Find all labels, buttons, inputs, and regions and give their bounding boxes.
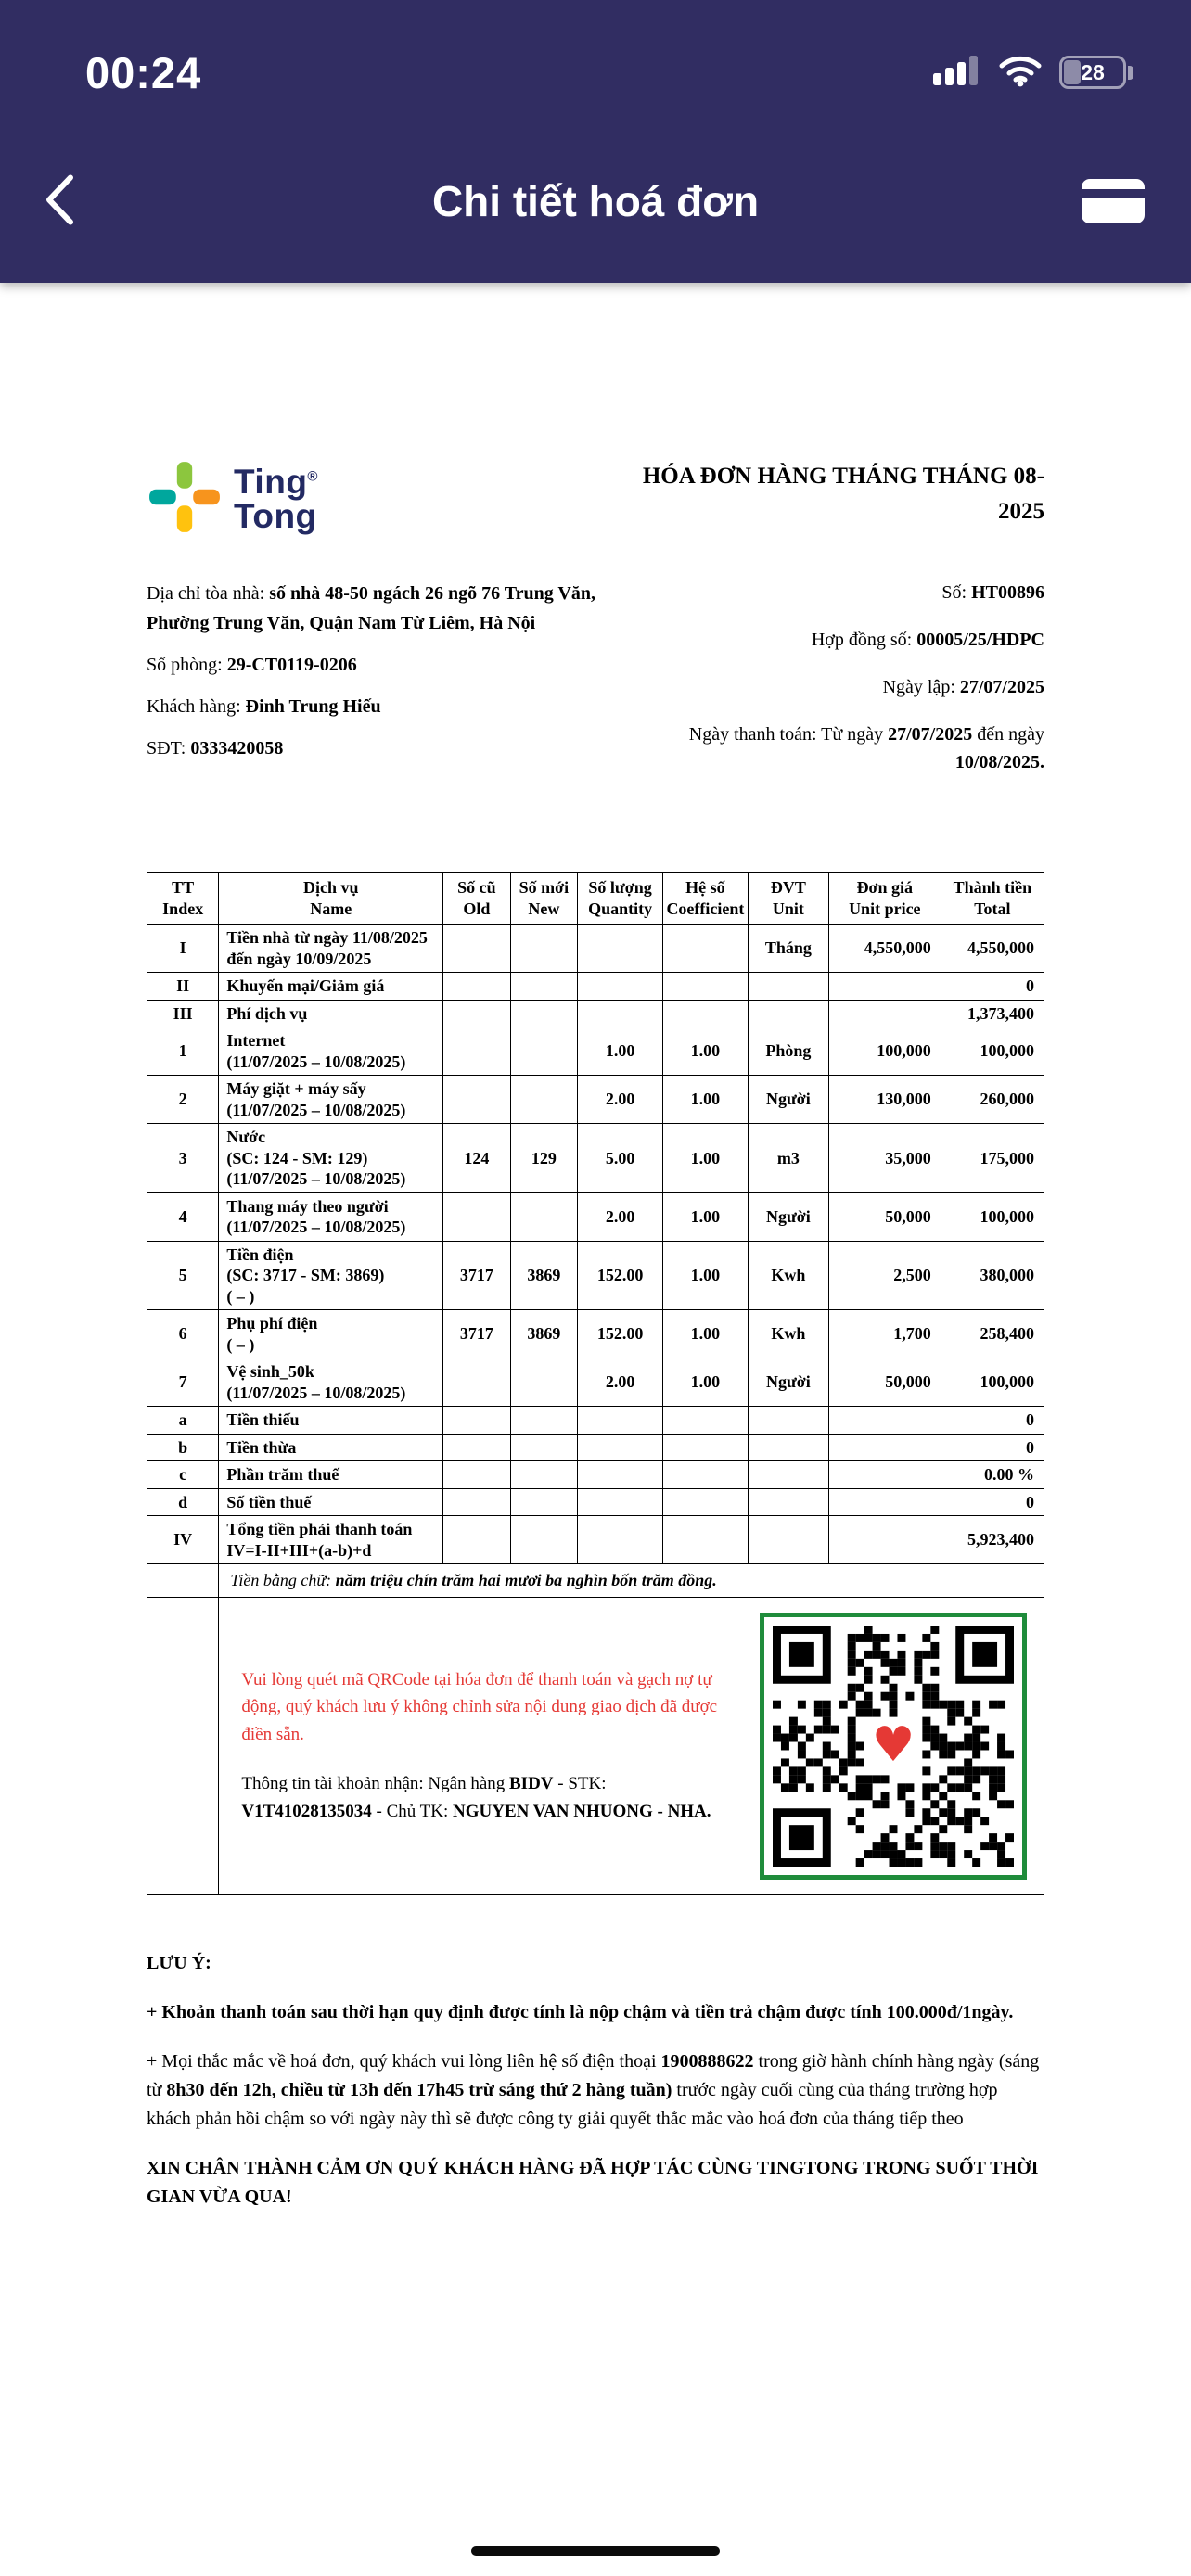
cell-qty	[578, 973, 663, 1001]
cell-qty	[578, 1000, 663, 1027]
cell-price: 100,000	[828, 1027, 941, 1076]
cell-new	[510, 925, 578, 973]
cell-name: Vệ sinh_50k (11/07/2025 – 10/08/2025)	[219, 1358, 443, 1407]
brand-line2: Tong	[234, 496, 317, 535]
text-segment: đến ngày	[972, 724, 1044, 745]
table-row	[147, 1516, 1044, 1564]
cell-price	[828, 973, 941, 1001]
cell-old	[443, 1076, 511, 1124]
text-segment: + Mọi thắc mắc về hoá đơn, quý khách vui lòng liên hệ số điện thoại	[147, 2050, 661, 2072]
battery-fill	[1064, 60, 1081, 84]
cell-unit: Kwh	[748, 1310, 828, 1358]
notes-title: LƯU Ý:	[147, 1952, 211, 1973]
cell-empty	[147, 1597, 219, 1894]
cell-index: a	[147, 1407, 219, 1435]
cell-new	[510, 1358, 578, 1407]
table-row	[147, 1407, 1044, 1435]
cell-old	[443, 1461, 511, 1489]
cell-total: 0	[941, 1407, 1044, 1435]
invoice-card-button[interactable]	[1076, 173, 1150, 229]
text-segment: Hợp đồng số:	[811, 630, 917, 650]
cell-new	[510, 1407, 578, 1435]
cell-new	[510, 1192, 578, 1241]
cell-coef	[663, 1407, 749, 1435]
cell-price	[828, 1516, 941, 1564]
cell-index: 4	[147, 1192, 219, 1241]
cell-qty: 1.00	[578, 1027, 663, 1076]
battery-percent: 28	[1081, 59, 1105, 84]
invoice-info-right	[636, 579, 1044, 796]
text-segment: Thông tin tài khoản nhận: Ngân hàng	[241, 1774, 509, 1794]
cell-price: 2,500	[828, 1241, 941, 1310]
text-segment: Địa chỉ tòa nhà:	[147, 583, 270, 604]
cell-name: Máy giặt + máy sấy (11/07/2025 – 10/08/2025)	[219, 1076, 443, 1124]
cell-coef: 1.00	[663, 1027, 749, 1076]
cell-total: 0	[941, 1488, 1044, 1516]
cell-qty: 152.00	[578, 1241, 663, 1310]
cell-coef: 1.00	[663, 1310, 749, 1358]
text-segment: Số:	[941, 582, 972, 603]
cell-total: 100,000	[941, 1027, 1044, 1076]
cell-unit: Người	[748, 1076, 828, 1124]
text-segment: XIN CHÂN THÀNH CẢM ƠN QUÝ KHÁCH HÀNG ĐÃ HỢP TÁC CÙNG TINGTONG TRONG SUỐT THỜI GIAN VỪA QUA!	[147, 2157, 1039, 2207]
registered-mark: ®	[307, 468, 318, 485]
cell-name: Internet (11/07/2025 – 10/08/2025)	[219, 1027, 443, 1076]
cell-new: 129	[510, 1124, 578, 1193]
cell-coef	[663, 1434, 749, 1461]
cell-price: 1,700	[828, 1310, 941, 1358]
cell-coef: 1.00	[663, 1192, 749, 1241]
cell-price: 130,000	[828, 1076, 941, 1124]
cell-price	[828, 1000, 941, 1027]
brand-line1: Ting	[234, 463, 308, 502]
cell-unit	[748, 1488, 828, 1516]
bank-account-info	[241, 1770, 736, 1825]
text-segment: số nhà 48-50 ngách 26 ngõ 76 Trung Văn, Phường Trung Văn, Quận Nam Từ Liêm, Hà Nội	[147, 583, 596, 633]
cell-old	[443, 1027, 511, 1076]
cell-new	[510, 973, 578, 1001]
cell-qty: 2.00	[578, 1076, 663, 1124]
cell-old: 3717	[443, 1241, 511, 1310]
column-header: Số mới New	[510, 873, 578, 925]
brand-name	[234, 465, 318, 533]
column-header: Đơn giá Unit price	[828, 873, 941, 925]
text-segment: Ngày lập:	[882, 677, 960, 697]
cell-unit	[748, 1434, 828, 1461]
cell-old	[443, 1192, 511, 1241]
status-icons	[933, 54, 1133, 92]
cell-coef: 1.00	[663, 1076, 749, 1124]
cell-old	[443, 1358, 511, 1407]
table-row	[147, 1358, 1044, 1407]
cell-unit: m3	[748, 1124, 828, 1193]
table-row	[147, 1000, 1044, 1027]
back-button[interactable]	[35, 165, 83, 236]
cell-unit: Phòng	[748, 1027, 828, 1076]
status-time: 00:24	[85, 47, 202, 97]
text-segment: BIDV	[509, 1774, 554, 1794]
cell-total: 0	[941, 973, 1044, 1001]
tingtong-logo-icon	[147, 459, 223, 540]
cell-name: Tiền thừa	[219, 1434, 443, 1461]
cell-old	[443, 1407, 511, 1435]
cell-unit: Tháng	[748, 925, 828, 973]
cell-index: 5	[147, 1241, 219, 1310]
table-row	[147, 1076, 1044, 1124]
cell-empty	[147, 1564, 219, 1598]
battery-nub	[1128, 66, 1133, 80]
cell-price: 50,000	[828, 1192, 941, 1241]
cell-name: Phí dịch vụ	[219, 1000, 443, 1027]
cell-coef	[663, 925, 749, 973]
cell-total: 4,550,000	[941, 925, 1044, 973]
cell-unit	[748, 1516, 828, 1564]
text-segment: - Chủ TK:	[371, 1801, 454, 1821]
cell-price: 4,550,000	[828, 925, 941, 973]
cell-new: 3869	[510, 1241, 578, 1310]
table-row	[147, 925, 1044, 973]
cell-new	[510, 1461, 578, 1489]
table-row	[147, 1027, 1044, 1076]
cell-price	[828, 1434, 941, 1461]
note-thanks	[147, 2154, 1044, 2212]
cell-old	[443, 925, 511, 973]
invoice-table-body	[147, 925, 1044, 1564]
table-row	[147, 1241, 1044, 1310]
page-title: Chi tiết hoá đơn	[431, 176, 760, 225]
amount-in-words-cell	[219, 1564, 1044, 1598]
amount-in-words-value: năm triệu chín trăm hai mươi ba nghìn bốn trăm đồng.	[335, 1571, 717, 1589]
amount-in-words-row	[147, 1564, 1044, 1598]
cell-name: Phụ phí điện ( – )	[219, 1310, 443, 1358]
cell-name: Tiền thiếu	[219, 1407, 443, 1435]
invoice-info	[147, 579, 1044, 796]
column-header: Dịch vụ Name	[219, 873, 443, 925]
building-address	[147, 579, 636, 638]
cell-name: Nước (SC: 124 - SM: 129) (11/07/2025 – 10/08/2025)	[219, 1124, 443, 1193]
cell-new: 3869	[510, 1310, 578, 1358]
wifi-icon	[998, 54, 1043, 92]
text-segment: Đinh Trung Hiếu	[245, 696, 381, 717]
cell-name: Thang máy theo người (11/07/2025 – 10/08/2025)	[219, 1192, 443, 1241]
column-header: Số lượng Quantity	[578, 873, 663, 925]
battery-icon	[1059, 56, 1133, 89]
cell-name: Tiền điện (SC: 3717 - SM: 3869) ( – )	[219, 1241, 443, 1310]
cell-old: 124	[443, 1124, 511, 1193]
chevron-left-icon	[43, 215, 76, 229]
tingtong-logo	[147, 459, 318, 540]
qr-center-heart-icon: ♥	[864, 1717, 922, 1775]
cell-new	[510, 1434, 578, 1461]
cell-qty	[578, 1516, 663, 1564]
column-header: Thành tiền Total	[941, 873, 1044, 925]
text-segment: 29-CT0119-0206	[226, 655, 357, 675]
payment-cell	[219, 1597, 1044, 1894]
text-segment: 00005/25/HDPC	[916, 630, 1044, 650]
cell-coef	[663, 1461, 749, 1489]
cell-total: 1,373,400	[941, 1000, 1044, 1027]
cell-name: Tổng tiền phải thanh toán IV=I-II+III+(a-b)+d	[219, 1516, 443, 1564]
payment-qr-code[interactable]	[760, 1613, 1027, 1880]
cell-name: Phần trăm thuế	[219, 1461, 443, 1489]
cell-qty: 152.00	[578, 1310, 663, 1358]
cell-coef	[663, 973, 749, 1001]
status-bar	[0, 0, 1191, 119]
cell-index: III	[147, 1000, 219, 1027]
cell-index: II	[147, 973, 219, 1001]
cell-unit: Người	[748, 1192, 828, 1241]
text-segment: 1900888622	[660, 2050, 754, 2072]
column-header: ĐVT Unit	[748, 873, 828, 925]
cell-index: IV	[147, 1516, 219, 1564]
payment-period	[636, 721, 1044, 776]
cell-qty	[578, 1434, 663, 1461]
cell-new	[510, 1027, 578, 1076]
cell-unit: Người	[748, 1358, 828, 1407]
cell-index: 3	[147, 1124, 219, 1193]
text-segment: SĐT:	[147, 738, 191, 759]
room-number	[147, 650, 636, 680]
cell-total: 100,000	[941, 1358, 1044, 1407]
table-row	[147, 1192, 1044, 1241]
cell-coef: 1.00	[663, 1124, 749, 1193]
phone-number	[147, 733, 636, 763]
text-segment: - STK:	[553, 1774, 607, 1794]
text-segment: Ngày thanh toán: Từ ngày	[688, 724, 889, 745]
table-row	[147, 973, 1044, 1001]
cell-unit	[748, 973, 828, 1001]
cell-coef: 1.00	[663, 1358, 749, 1407]
cell-qty	[578, 1488, 663, 1516]
cell-name: Số tiền thuế	[219, 1488, 443, 1516]
contract-number	[636, 626, 1044, 654]
cell-old	[443, 1434, 511, 1461]
text-segment: 0333420058	[190, 738, 284, 759]
text-segment: trước ngày cuối cùng của tháng trường hợp khách phản hồi chậm so với ngày này thì sẽ được công ty giải quyết thắc mắc vào hoá đơn của tháng tiếp theo	[147, 2079, 998, 2129]
cell-index: c	[147, 1461, 219, 1489]
customer-name	[147, 692, 636, 721]
invoice-title: HÓA ĐƠN HÀNG THÁNG THÁNG 08-2025	[642, 464, 1044, 524]
cell-new	[510, 1076, 578, 1124]
cell-total: 0.00 %	[941, 1461, 1044, 1489]
cell-total: 100,000	[941, 1192, 1044, 1241]
app-header	[0, 0, 1191, 283]
text-segment: NGUYEN VAN NHUONG - NHA.	[453, 1801, 711, 1821]
invoice-table	[147, 872, 1044, 1895]
signal-strength-icon	[933, 55, 981, 91]
cell-coef: 1.00	[663, 1241, 749, 1310]
cell-index: 1	[147, 1027, 219, 1076]
table-header-row	[147, 873, 1044, 925]
table-row	[147, 1461, 1044, 1489]
cell-total: 258,400	[941, 1310, 1044, 1358]
invoice-number	[636, 579, 1044, 606]
payment-texts	[236, 1666, 736, 1825]
cell-total: 175,000	[941, 1124, 1044, 1193]
table-row	[147, 1310, 1044, 1358]
cell-index: 6	[147, 1310, 219, 1358]
cell-index: b	[147, 1434, 219, 1461]
text-segment: trong giờ hành chính hàng ngày (sáng từ	[147, 2050, 1040, 2100]
text-segment: + Khoản thanh toán sau thời hạn quy định được tính là nộp chậm và tiền trả chậm được tính 100.000đ/1ngày.	[147, 2001, 1014, 2022]
cell-qty: 5.00	[578, 1124, 663, 1193]
cell-price	[828, 1488, 941, 1516]
table-row	[147, 1434, 1044, 1461]
cell-total: 0	[941, 1434, 1044, 1461]
cell-total: 260,000	[941, 1076, 1044, 1124]
qr-payment-notice: Vui lòng quét mã QRCode tại hóa đơn để thanh toán và gạch nợ tự động, quý khách lưu ý không chỉnh sửa nội dung giao dịch đã được điền sẵn.	[241, 1669, 718, 1744]
table-row	[147, 1124, 1044, 1193]
text-segment: Khách hàng:	[147, 696, 246, 717]
cell-price	[828, 1407, 941, 1435]
cell-unit: Kwh	[748, 1241, 828, 1310]
cell-name: Khuyến mại/Giảm giá	[219, 973, 443, 1001]
column-header: TT Index	[147, 873, 219, 925]
cell-new	[510, 1516, 578, 1564]
cell-qty	[578, 925, 663, 973]
cell-old	[443, 1516, 511, 1564]
cell-coef	[663, 1516, 749, 1564]
invoice-document	[0, 283, 1191, 2212]
cell-total: 5,923,400	[941, 1516, 1044, 1564]
cell-old	[443, 973, 511, 1001]
cell-price: 35,000	[828, 1124, 941, 1193]
cell-qty	[578, 1461, 663, 1489]
text-segment: 27/07/2025	[888, 724, 973, 745]
card-icon	[1082, 179, 1145, 223]
column-header: Số cũ Old	[443, 873, 511, 925]
cell-index: d	[147, 1488, 219, 1516]
text-segment: V1T41028135034	[241, 1801, 372, 1821]
cell-total: 380,000	[941, 1241, 1044, 1310]
cell-coef	[663, 1000, 749, 1027]
cell-new	[510, 1488, 578, 1516]
navigation-bar	[0, 119, 1191, 283]
cell-qty: 2.00	[578, 1192, 663, 1241]
amount-in-words-label: Tiền bằng chữ:	[230, 1571, 336, 1589]
cell-old	[443, 1488, 511, 1516]
home-indicator[interactable]	[471, 2546, 720, 2556]
note-late-payment	[147, 1998, 1044, 2027]
cell-old: 3717	[443, 1310, 511, 1358]
cell-old	[443, 1000, 511, 1027]
invoice-notes	[147, 1949, 1044, 2212]
cell-index: 2	[147, 1076, 219, 1124]
text-segment: 27/07/2025	[959, 677, 1044, 697]
cell-index: I	[147, 925, 219, 973]
cell-unit	[748, 1461, 828, 1489]
text-segment: Số phòng:	[147, 655, 227, 675]
cell-coef	[663, 1488, 749, 1516]
text-segment: HT00896	[971, 582, 1044, 603]
cell-new	[510, 1000, 578, 1027]
column-header: Hệ số Coefficient	[663, 873, 749, 925]
cell-index: 7	[147, 1358, 219, 1407]
text-segment: 10/08/2025.	[954, 752, 1044, 772]
cell-name: Tiền nhà từ ngày 11/08/2025 đến ngày 10/09/2025	[219, 925, 443, 973]
cell-unit	[748, 1407, 828, 1435]
payment-row	[147, 1597, 1044, 1894]
issue-date	[636, 673, 1044, 701]
invoice-header	[147, 459, 1044, 540]
cell-price: 50,000	[828, 1358, 941, 1407]
table-row	[147, 1488, 1044, 1516]
note-hotline	[147, 2047, 1044, 2134]
text-segment: 8h30 đến 12h, chiều từ 13h đến 17h45 trừ sáng thứ 2 hàng tuần)	[166, 2079, 672, 2100]
cell-unit	[748, 1000, 828, 1027]
cell-qty: 2.00	[578, 1358, 663, 1407]
invoice-info-left	[147, 579, 636, 796]
cell-qty	[578, 1407, 663, 1435]
cell-price	[828, 1461, 941, 1489]
